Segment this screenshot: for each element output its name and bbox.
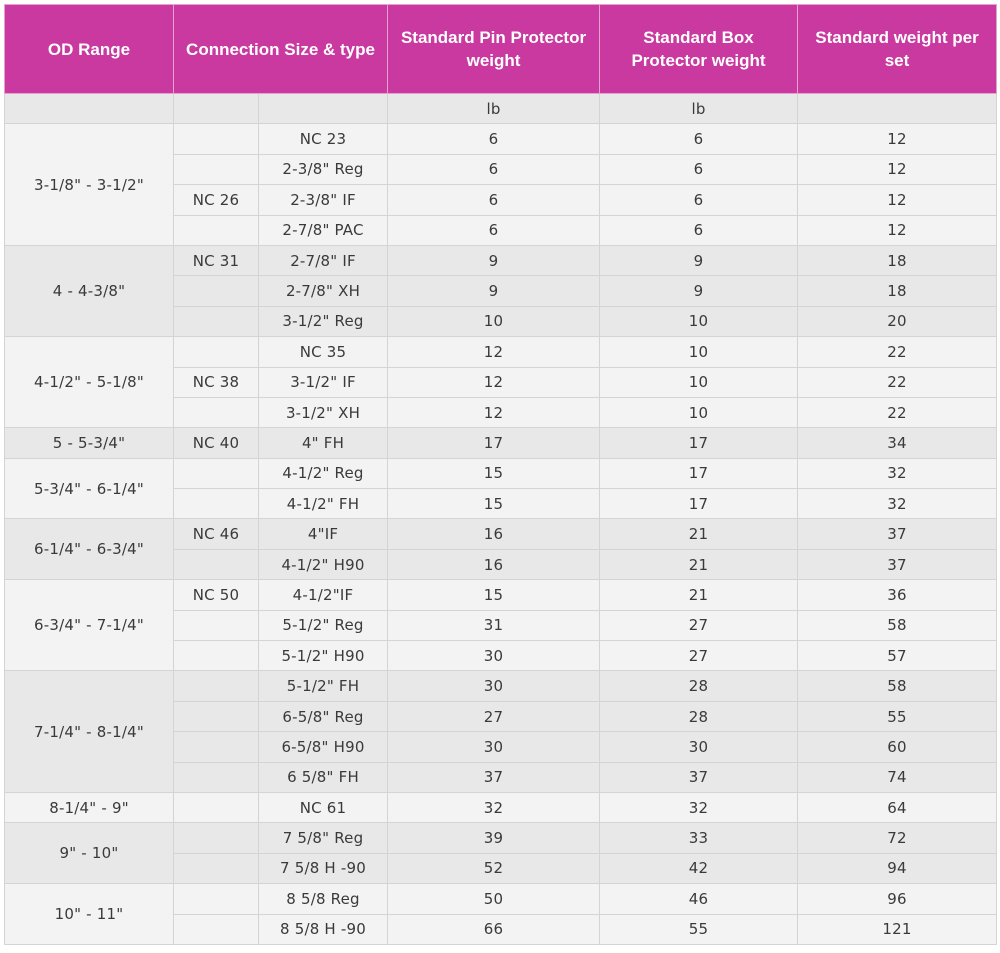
table-container (4, 4, 997, 945)
nc-cell: NC 31 (174, 245, 259, 275)
set-weight-cell: 64 (798, 792, 997, 822)
nc-cell (174, 397, 259, 427)
nc-cell (174, 823, 259, 853)
nc-cell (174, 792, 259, 822)
nc-cell (174, 610, 259, 640)
box-weight-cell: 9 (600, 245, 798, 275)
connection-cell: 2-3/8" Reg (259, 154, 388, 184)
unit-conn (259, 94, 388, 124)
pin-weight-cell: 9 (388, 276, 600, 306)
set-weight-cell: 60 (798, 732, 997, 762)
pin-weight-cell: 27 (388, 701, 600, 731)
connection-cell: NC 23 (259, 124, 388, 154)
set-weight-cell: 57 (798, 641, 997, 671)
pin-weight-cell: 52 (388, 853, 600, 883)
pin-weight-cell: 50 (388, 884, 600, 914)
box-weight-cell: 6 (600, 215, 798, 245)
set-weight-cell: 58 (798, 671, 997, 701)
box-weight-cell: 17 (600, 458, 798, 488)
box-weight-cell: 28 (600, 671, 798, 701)
set-weight-cell: 22 (798, 397, 997, 427)
header-connection: Connection Size & type (174, 5, 388, 94)
connection-cell: 5-1/2" Reg (259, 610, 388, 640)
connection-cell: 4-1/2"IF (259, 580, 388, 610)
connection-cell: 8 5/8 Reg (259, 884, 388, 914)
connection-cell: 6-5/8" Reg (259, 701, 388, 731)
od-range-cell: 8-1/4" - 9" (5, 792, 174, 822)
pin-weight-cell: 30 (388, 671, 600, 701)
box-weight-cell: 17 (600, 489, 798, 519)
od-range-cell: 5-3/4" - 6-1/4" (5, 458, 174, 519)
box-weight-cell: 33 (600, 823, 798, 853)
set-weight-cell: 12 (798, 124, 997, 154)
box-weight-cell: 21 (600, 580, 798, 610)
pin-weight-cell: 39 (388, 823, 600, 853)
pin-weight-cell: 66 (388, 914, 600, 944)
box-weight-cell: 32 (600, 792, 798, 822)
box-weight-cell: 10 (600, 337, 798, 367)
table-header (5, 5, 997, 94)
connection-cell: 4"IF (259, 519, 388, 549)
connection-cell: 3-1/2" IF (259, 367, 388, 397)
set-weight-cell: 58 (798, 610, 997, 640)
set-weight-cell: 20 (798, 306, 997, 336)
nc-cell (174, 732, 259, 762)
od-range-cell: 3-1/8" - 3-1/2" (5, 124, 174, 246)
box-weight-cell: 55 (600, 914, 798, 944)
unit-nc (174, 94, 259, 124)
pin-weight-cell: 10 (388, 306, 600, 336)
connection-cell: 2-3/8" IF (259, 185, 388, 215)
od-range-cell: 6-3/4" - 7-1/4" (5, 580, 174, 671)
connection-cell: 5-1/2" FH (259, 671, 388, 701)
set-weight-cell: 18 (798, 245, 997, 275)
pin-weight-cell: 15 (388, 458, 600, 488)
nc-cell: NC 38 (174, 367, 259, 397)
nc-cell: NC 46 (174, 519, 259, 549)
connection-cell: 4-1/2" FH (259, 489, 388, 519)
set-weight-cell: 37 (798, 549, 997, 579)
connection-cell: 4-1/2" Reg (259, 458, 388, 488)
nc-cell (174, 641, 259, 671)
table-row (5, 337, 997, 367)
set-weight-cell: 36 (798, 580, 997, 610)
box-weight-cell: 37 (600, 762, 798, 792)
nc-cell (174, 276, 259, 306)
set-weight-cell: 34 (798, 428, 997, 458)
pin-weight-cell: 15 (388, 580, 600, 610)
od-range-cell: 6-1/4" - 6-3/4" (5, 519, 174, 580)
pin-weight-cell: 30 (388, 732, 600, 762)
box-weight-cell: 6 (600, 154, 798, 184)
connection-cell: 7 5/8 H -90 (259, 853, 388, 883)
set-weight-cell: 72 (798, 823, 997, 853)
od-range-cell: 4 - 4-3/8" (5, 245, 174, 336)
nc-cell (174, 489, 259, 519)
nc-cell (174, 337, 259, 367)
set-weight-cell: 32 (798, 458, 997, 488)
set-weight-cell: 12 (798, 185, 997, 215)
unit-box: lb (600, 94, 798, 124)
nc-cell (174, 154, 259, 184)
table-row (5, 792, 997, 822)
set-weight-cell: 74 (798, 762, 997, 792)
box-weight-cell: 21 (600, 519, 798, 549)
nc-cell: NC 26 (174, 185, 259, 215)
connection-cell: 6-5/8" H90 (259, 732, 388, 762)
nc-cell (174, 215, 259, 245)
box-weight-cell: 6 (600, 185, 798, 215)
box-weight-cell: 42 (600, 853, 798, 883)
header-pin-weight: Standard Pin Protector weight (388, 5, 600, 94)
od-range-cell: 4-1/2" - 5-1/8" (5, 337, 174, 428)
connection-cell: 2-7/8" IF (259, 245, 388, 275)
set-weight-cell: 18 (798, 276, 997, 306)
pin-weight-cell: 37 (388, 762, 600, 792)
nc-cell (174, 701, 259, 731)
header-row (5, 5, 997, 94)
pin-weight-cell: 15 (388, 489, 600, 519)
header-od-range: OD Range (5, 5, 174, 94)
nc-cell (174, 762, 259, 792)
od-range-cell: 9" - 10" (5, 823, 174, 884)
pin-weight-cell: 30 (388, 641, 600, 671)
box-weight-cell: 28 (600, 701, 798, 731)
box-weight-cell: 10 (600, 367, 798, 397)
pin-weight-cell: 16 (388, 549, 600, 579)
set-weight-cell: 32 (798, 489, 997, 519)
set-weight-cell: 12 (798, 215, 997, 245)
units-row (5, 94, 997, 124)
connection-cell: 3-1/2" XH (259, 397, 388, 427)
table-row (5, 124, 997, 154)
set-weight-cell: 121 (798, 914, 997, 944)
box-weight-cell: 9 (600, 276, 798, 306)
table-row (5, 823, 997, 853)
nc-cell: NC 50 (174, 580, 259, 610)
connection-cell: 6 5/8" FH (259, 762, 388, 792)
nc-cell (174, 549, 259, 579)
box-weight-cell: 10 (600, 306, 798, 336)
set-weight-cell: 96 (798, 884, 997, 914)
connection-cell: NC 61 (259, 792, 388, 822)
connection-cell: 5-1/2" H90 (259, 641, 388, 671)
table-row (5, 519, 997, 549)
header-set-weight: Standard weight per set (798, 5, 997, 94)
set-weight-cell: 22 (798, 367, 997, 397)
od-range-cell: 5 - 5-3/4" (5, 428, 174, 458)
box-weight-cell: 27 (600, 610, 798, 640)
unit-pin: lb (388, 94, 600, 124)
connection-cell: 8 5/8 H -90 (259, 914, 388, 944)
set-weight-cell: 22 (798, 337, 997, 367)
box-weight-cell: 21 (600, 549, 798, 579)
unit-od (5, 94, 174, 124)
nc-cell (174, 853, 259, 883)
nc-cell (174, 124, 259, 154)
unit-set (798, 94, 997, 124)
header-box-weight: Standard Box Protector weight (600, 5, 798, 94)
table-row (5, 245, 997, 275)
connection-cell: 4-1/2" H90 (259, 549, 388, 579)
box-weight-cell: 17 (600, 428, 798, 458)
nc-cell (174, 458, 259, 488)
table-row (5, 884, 997, 914)
pin-weight-cell: 6 (388, 124, 600, 154)
set-weight-cell: 55 (798, 701, 997, 731)
connection-cell: 2-7/8" PAC (259, 215, 388, 245)
box-weight-cell: 27 (600, 641, 798, 671)
nc-cell: NC 40 (174, 428, 259, 458)
nc-cell (174, 914, 259, 944)
pin-weight-cell: 9 (388, 245, 600, 275)
pin-weight-cell: 6 (388, 154, 600, 184)
set-weight-cell: 94 (798, 853, 997, 883)
table-row (5, 671, 997, 701)
box-weight-cell: 6 (600, 124, 798, 154)
table-row (5, 580, 997, 610)
nc-cell (174, 884, 259, 914)
pin-weight-cell: 12 (388, 337, 600, 367)
box-weight-cell: 30 (600, 732, 798, 762)
box-weight-cell: 46 (600, 884, 798, 914)
table-row (5, 458, 997, 488)
connection-cell: 3-1/2" Reg (259, 306, 388, 336)
od-range-cell: 7-1/4" - 8-1/4" (5, 671, 174, 793)
protector-weight-table (4, 4, 997, 945)
pin-weight-cell: 6 (388, 215, 600, 245)
od-range-cell: 10" - 11" (5, 884, 174, 945)
nc-cell (174, 671, 259, 701)
connection-cell: 2-7/8" XH (259, 276, 388, 306)
connection-cell: 7 5/8" Reg (259, 823, 388, 853)
connection-cell: NC 35 (259, 337, 388, 367)
box-weight-cell: 10 (600, 397, 798, 427)
pin-weight-cell: 32 (388, 792, 600, 822)
pin-weight-cell: 12 (388, 397, 600, 427)
table-row (5, 428, 997, 458)
set-weight-cell: 12 (798, 154, 997, 184)
set-weight-cell: 37 (798, 519, 997, 549)
connection-cell: 4" FH (259, 428, 388, 458)
pin-weight-cell: 6 (388, 185, 600, 215)
pin-weight-cell: 12 (388, 367, 600, 397)
pin-weight-cell: 17 (388, 428, 600, 458)
nc-cell (174, 306, 259, 336)
pin-weight-cell: 31 (388, 610, 600, 640)
table-body (5, 94, 997, 945)
pin-weight-cell: 16 (388, 519, 600, 549)
